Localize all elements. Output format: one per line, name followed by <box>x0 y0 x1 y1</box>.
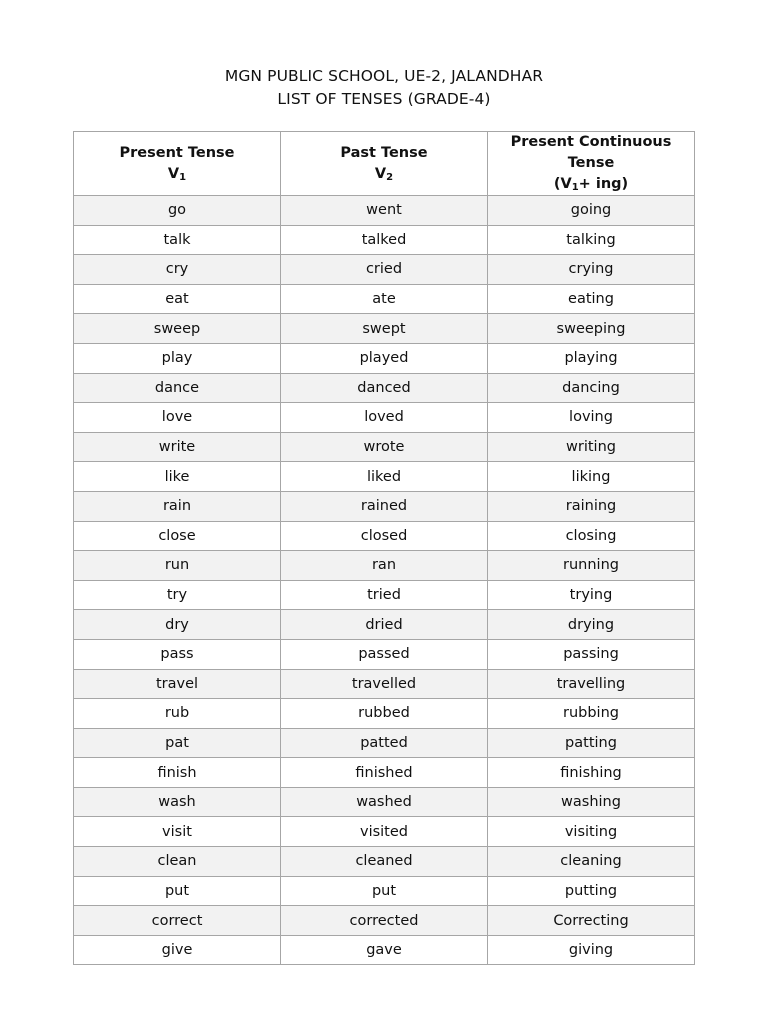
cell-present: talk <box>74 225 281 255</box>
cell-present-continuous: running <box>488 551 695 581</box>
cell-present: give <box>74 935 281 965</box>
cell-present-continuous: passing <box>488 639 695 669</box>
cell-present-continuous: visiting <box>488 817 695 847</box>
cell-present: dry <box>74 610 281 640</box>
school-title: MGN PUBLIC SCHOOL, UE-2, JALANDHAR <box>224 67 544 85</box>
cell-present: cry <box>74 255 281 285</box>
table-row <box>74 343 695 373</box>
cell-past: cleaned <box>281 847 488 877</box>
cell-present-continuous: cleaning <box>488 847 695 877</box>
table-row <box>74 669 695 699</box>
cell-present: play <box>74 343 281 373</box>
table-row <box>74 906 695 936</box>
cell-present-continuous: finishing <box>488 758 695 788</box>
table-row <box>74 817 695 847</box>
cell-past: swept <box>281 314 488 344</box>
header-form: $V_1$ <box>167 165 187 183</box>
cell-present: pat <box>74 728 281 758</box>
cell-present: put <box>74 876 281 906</box>
table-row <box>74 314 695 344</box>
header-present-tense <box>74 132 281 196</box>
table-row <box>74 491 695 521</box>
table-row <box>74 284 695 314</box>
cell-past: closed <box>281 521 488 551</box>
header-present-continuous-tense <box>488 132 695 196</box>
table-row <box>74 551 695 581</box>
table-row <box>74 699 695 729</box>
table-row <box>74 758 695 788</box>
cell-past: wrote <box>281 432 488 462</box>
cell-present: pass <box>74 639 281 669</box>
cell-past: gave <box>281 935 488 965</box>
cell-past: went <box>281 196 488 226</box>
cell-present: love <box>74 403 281 433</box>
list-title: LIST OF TENSES (GRADE-4) <box>277 90 491 108</box>
cell-present: travel <box>74 669 281 699</box>
cell-present-continuous: trying <box>488 580 695 610</box>
table-body <box>74 196 695 965</box>
table-row <box>74 847 695 877</box>
cell-present-continuous: loving <box>488 403 695 433</box>
table-row <box>74 255 695 285</box>
cell-past: ran <box>281 551 488 581</box>
cell-past: tried <box>281 580 488 610</box>
table-row <box>74 639 695 669</box>
cell-past: rained <box>281 491 488 521</box>
cell-past: corrected <box>281 906 488 936</box>
cell-past: washed <box>281 787 488 817</box>
cell-present: write <box>74 432 281 462</box>
header-title: Past Tense <box>340 144 428 161</box>
tenses-table <box>73 131 695 965</box>
cell-past: travelled <box>281 669 488 699</box>
cell-present-continuous: crying <box>488 255 695 285</box>
cell-past: danced <box>281 373 488 403</box>
cell-present-continuous: drying <box>488 610 695 640</box>
header-form: $(V_1+ ing)$ <box>553 176 629 193</box>
cell-past: patted <box>281 728 488 758</box>
table-row <box>74 876 695 906</box>
cell-present: dance <box>74 373 281 403</box>
cell-past: talked <box>281 225 488 255</box>
cell-present-continuous: giving <box>488 935 695 965</box>
table-row <box>74 432 695 462</box>
cell-past: played <box>281 343 488 373</box>
table-row <box>74 610 695 640</box>
cell-present: like <box>74 462 281 492</box>
cell-past: rubbed <box>281 699 488 729</box>
table-row <box>74 373 695 403</box>
cell-present-continuous: dancing <box>488 373 695 403</box>
cell-present-continuous: sweeping <box>488 314 695 344</box>
header-form: $V_2$ <box>374 165 394 183</box>
cell-present-continuous: talking <box>488 225 695 255</box>
cell-past: ate <box>281 284 488 314</box>
cell-present-continuous: eating <box>488 284 695 314</box>
table-row <box>74 580 695 610</box>
cell-present: finish <box>74 758 281 788</box>
table-row <box>74 521 695 551</box>
cell-present-continuous: liking <box>488 462 695 492</box>
cell-present-continuous: Correcting <box>488 906 695 936</box>
cell-present-continuous: patting <box>488 728 695 758</box>
cell-present-continuous: washing <box>488 787 695 817</box>
cell-past: finished <box>281 758 488 788</box>
cell-past: visited <box>281 817 488 847</box>
cell-present-continuous: travelling <box>488 669 695 699</box>
cell-present: rub <box>74 699 281 729</box>
table-row <box>74 196 695 226</box>
cell-past: liked <box>281 462 488 492</box>
table-row <box>74 935 695 965</box>
table-row <box>74 225 695 255</box>
cell-present: rain <box>74 491 281 521</box>
cell-present: try <box>74 580 281 610</box>
cell-present-continuous: writing <box>488 432 695 462</box>
cell-present: clean <box>74 847 281 877</box>
cell-past: put <box>281 876 488 906</box>
cell-present: go <box>74 196 281 226</box>
header-title: Present Tense <box>119 144 235 161</box>
cell-past: dried <box>281 610 488 640</box>
cell-present: sweep <box>74 314 281 344</box>
table-row <box>74 403 695 433</box>
cell-present-continuous: raining <box>488 491 695 521</box>
header-past-tense <box>281 132 488 196</box>
cell-present-continuous: putting <box>488 876 695 906</box>
cell-past: passed <box>281 639 488 669</box>
cell-present-continuous: rubbing <box>488 699 695 729</box>
cell-present: run <box>74 551 281 581</box>
cell-present: wash <box>74 787 281 817</box>
cell-present: visit <box>74 817 281 847</box>
table-header-row <box>74 132 695 196</box>
table-row <box>74 787 695 817</box>
cell-present-continuous: playing <box>488 343 695 373</box>
cell-present-continuous: closing <box>488 521 695 551</box>
header-title: Present Continuous Tense <box>510 134 672 171</box>
cell-present: close <box>74 521 281 551</box>
table-row <box>74 462 695 492</box>
cell-present: eat <box>74 284 281 314</box>
cell-present: correct <box>74 906 281 936</box>
cell-present-continuous: going <box>488 196 695 226</box>
cell-past: loved <box>281 403 488 433</box>
table-row <box>74 728 695 758</box>
cell-past: cried <box>281 255 488 285</box>
